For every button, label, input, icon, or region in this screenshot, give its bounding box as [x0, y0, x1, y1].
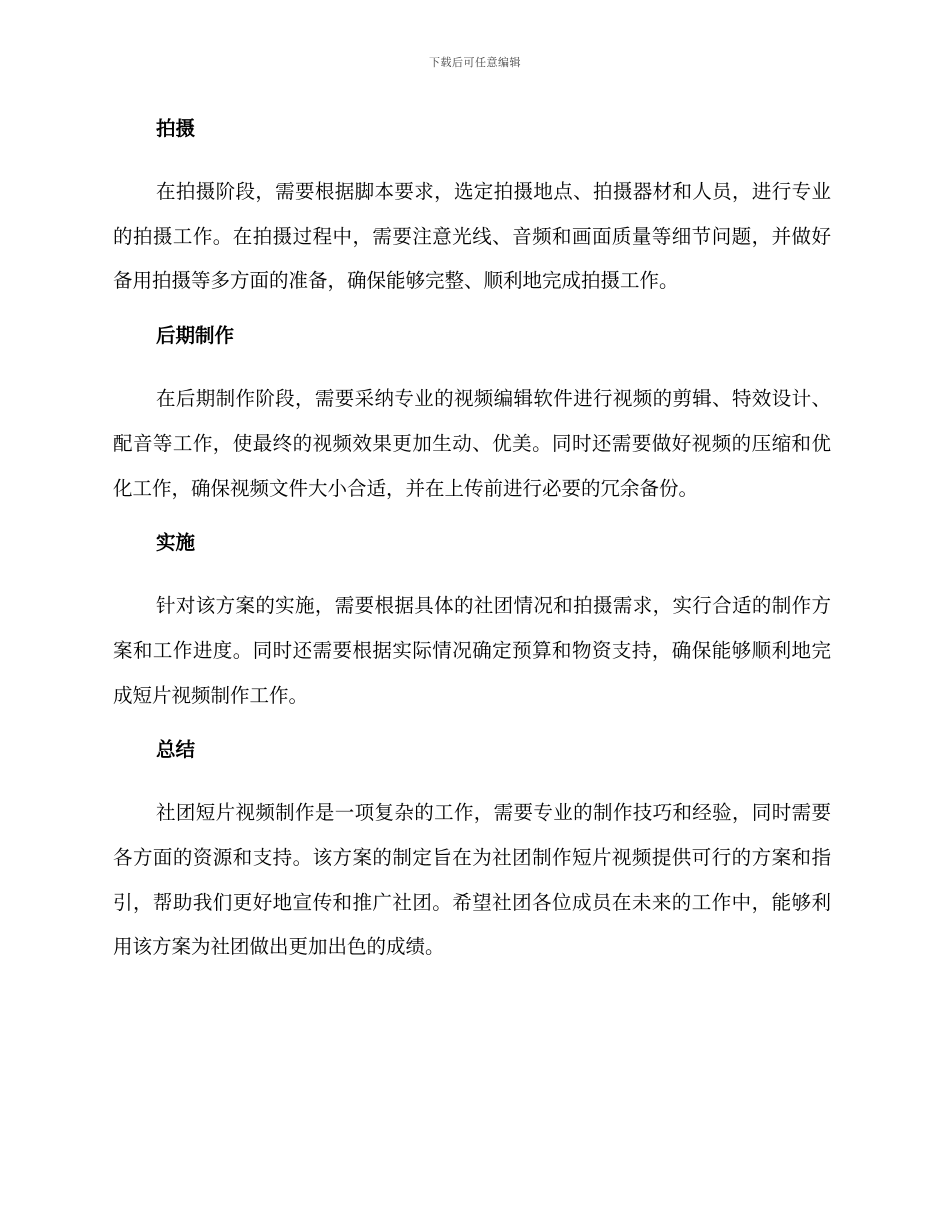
section-paragraph: 在后期制作阶段，需要采纳专业的视频编辑软件进行视频的剪辑、特效设计、配音等工作，使最终的视频效果更加生动、优美。同时还需要做好视频的压缩和优化工作，确保视频文件大小合适，并在上传前进行必要的冗余备份。: [113, 387, 831, 500]
section-post-production: [113, 320, 831, 511]
section-shooting: [113, 113, 831, 304]
section-implementation: [113, 527, 831, 718]
section-heading: 拍摄: [156, 117, 196, 140]
section-paragraph: 在拍摄阶段，需要根据脚本要求，选定拍摄地点、拍摄器材和人员，进行专业的拍摄工作。在拍摄过程中，需要注意光线、音频和画面质量等细节问题，并做好备用拍摄等多方面的准备，确保能够完整、顺利地完成拍摄工作。: [113, 180, 831, 293]
section-paragraph: 社团短片视频制作是一项复杂的工作，需要专业的制作技巧和经验，同时需要各方面的资源和支持。该方案的制定旨在为社团制作短片视频提供可行的方案和指引，帮助我们更好地宣传和推广社团。希望社团各位成员在未来的工作中，能够利用该方案为社团做出更加出色的成绩。: [113, 801, 831, 959]
section-summary: [113, 734, 831, 970]
section-heading: 后期制作: [156, 324, 235, 348]
page-header-note: 下载后可任意编辑: [429, 56, 521, 69]
section-paragraph: 针对该方案的实施，需要根据具体的社团情况和拍摄需求，实行合适的制作方案和工作进度。同时还需要根据实际情况确定预算和物资支持，确保能够顺利地完成短片视频制作工作。: [113, 594, 831, 707]
section-heading: 总结: [156, 738, 196, 762]
section-heading: 实施: [156, 531, 196, 555]
document-body: [113, 113, 831, 986]
